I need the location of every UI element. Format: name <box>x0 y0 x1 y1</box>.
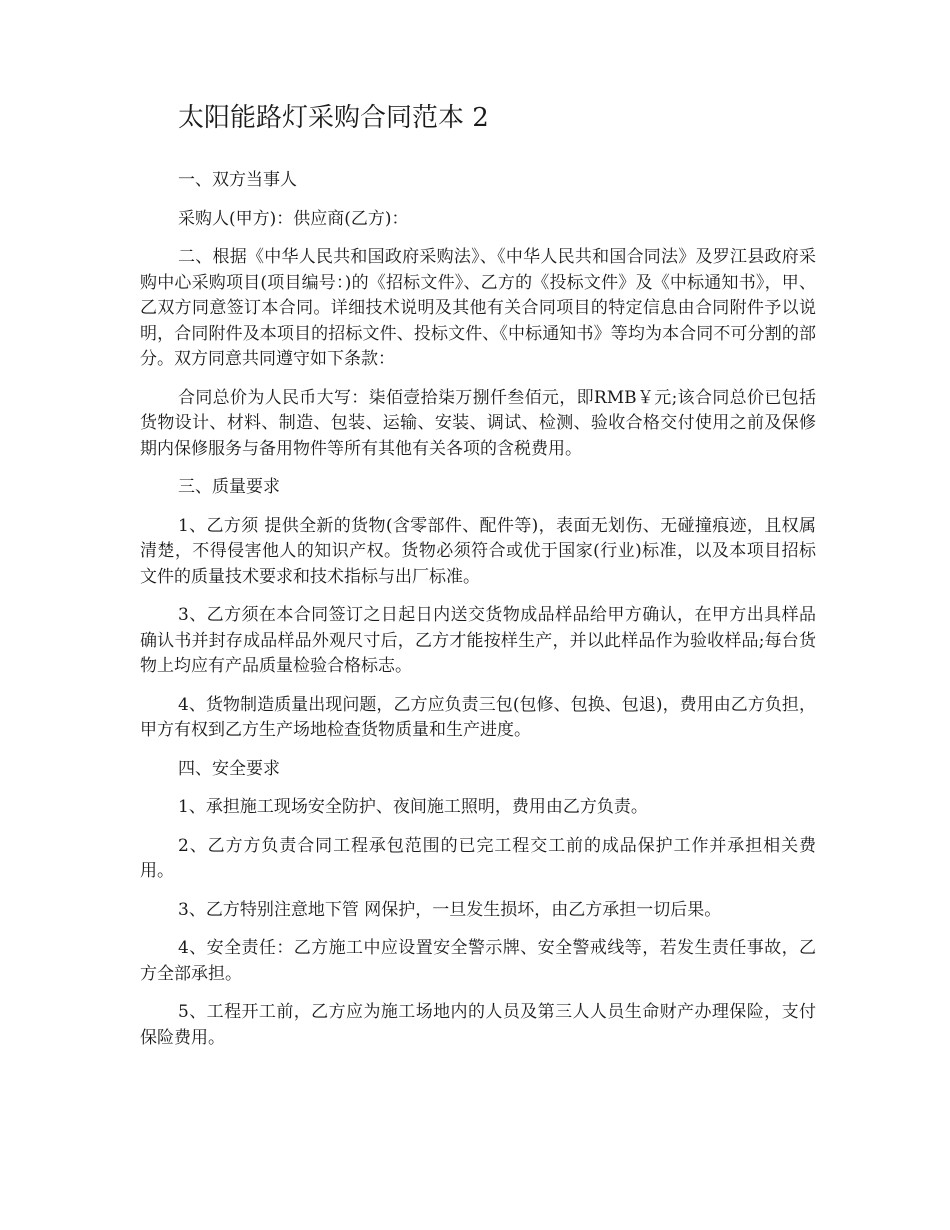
safety-clause-4: 4、安全责任：乙方施工中应设置安全警示牌、安全警戒线等，若发生责任事故，乙方全部承担。 <box>140 938 816 984</box>
parties-line: 采购人(甲方)：供应商(乙方)： <box>178 208 409 229</box>
section-heading-parties: 一、双方当事人 <box>178 170 297 190</box>
section-heading-safety: 四、安全要求 <box>178 758 280 779</box>
contract-price-paragraph: 合同总价为人民币大写：柒佰壹拾柒万捌仟叁佰元，即RMB￥元;该合同总价已包括货物设计、材料、制造、包装、运输、安装、调试、检测、验收合格交付使用之前及保修期内保修服务与备用物件等所有其他有关各项的含税费用。 <box>140 387 816 459</box>
safety-clause-1: 1、承担施工现场安全防护、夜间施工照明，费用由乙方负责。 <box>178 797 648 817</box>
safety-clause-2: 2、乙方方负责合同工程承包范围的已完工程交工前的成品保护工作并承担相关费用。 <box>140 835 816 881</box>
safety-clause-3: 3、乙方特别注意地下管 网保护，一旦发生损坏，由乙方承担一切后果。 <box>178 899 722 920</box>
quality-clause-3: 3、乙方须在本合同签订之日起日内送交货物成品样品给甲方确认，在甲方出具样品确认书并封存成品样品外观尺寸后，乙方才能按样生产，并以此样品作为验收样品;每台货物上均应有产品质量检验合格标志。 <box>140 605 816 676</box>
safety-clause-5: 5、工程开工前，乙方应为施工场地内的人员及第三人人员生命财产办理保险，支付保险费用。 <box>140 1002 816 1048</box>
document-title: 太阳能路灯采购合同范本 2 <box>178 103 489 133</box>
quality-clause-4: 4、货物制造质量出现问题，乙方应负责三包(包修、包换、包退)，费用由乙方负担，甲方有权到乙方生产场地检查货物质量和生产进度。 <box>140 694 816 740</box>
quality-clause-1: 1、乙方须 提供全新的货物(含零部件、配件等)，表面无划伤、无碰撞痕迹，且权属清楚，不得侵害他人的知识产权。货物必须符合或优于国家(行业)标准，以及本项目招标文件的质量技术要求和技术指标与出厂标准。 <box>140 515 816 587</box>
section-heading-quality: 三、质量要求 <box>178 477 280 497</box>
contract-basis-paragraph: 二、根据《中华人民共和国政府采购法》、《中华人民共和国合同法》及罗江县政府采购中心采购项目(项目编号：)的《招标文件》、乙方的《投标文件》及《中标通知书》，甲、乙双方同意签订本合同。详细技术说明及其他有关合同项目的特定信息由合同附件予以说明，合同附件及本项目的招标文件、投标文件、《中标通知书》等均为本合同不可分割的部分。双方同意共同遵守如下条款： <box>140 247 816 369</box>
document-body <box>140 168 816 1051</box>
